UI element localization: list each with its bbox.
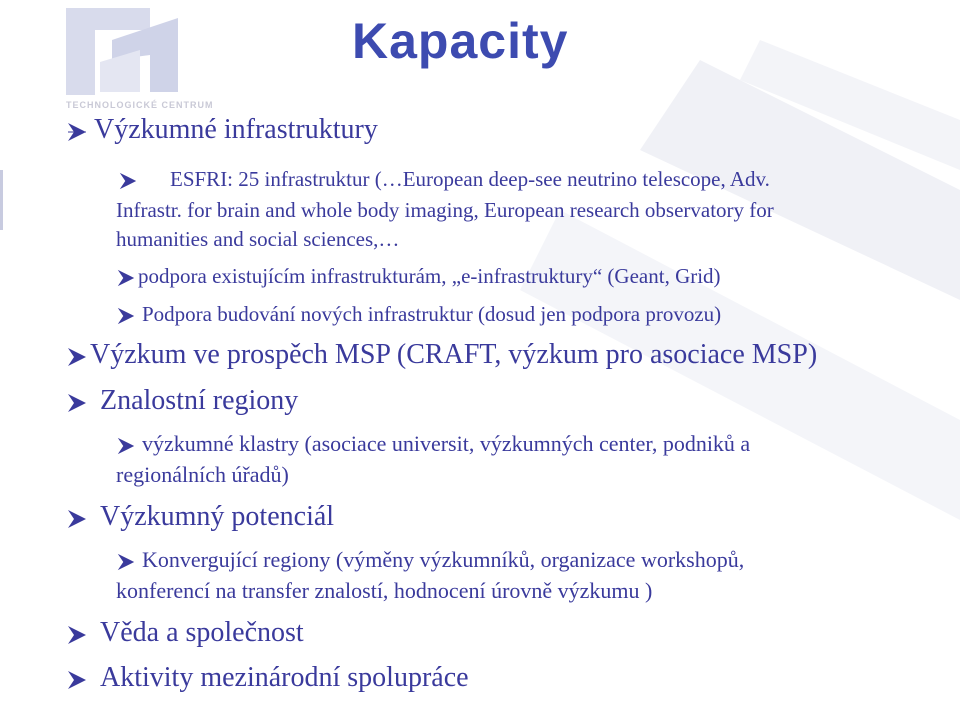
bullet-text: Výzkumný potenciál xyxy=(100,501,335,532)
arrow-bullet-icon xyxy=(66,501,88,533)
bullet-sme-research xyxy=(66,339,817,371)
bullet-convergence-regions xyxy=(116,547,744,573)
left-edge-line xyxy=(0,170,3,230)
arrow-bullet-icon xyxy=(66,339,88,371)
bullet-text: podpora existujícím infrastrukturám, „e-infrastruktury“ (Geant, Grid) xyxy=(138,264,721,288)
arrow-bullet-icon xyxy=(66,617,88,649)
bullet-convergence-regions-cont: konferencí na transfer znalostí, hodnocení úrovně výzkumu ) xyxy=(116,578,653,603)
bullet-research-clusters-cont: regionálních úřadů) xyxy=(116,462,289,487)
bullet-research-clusters xyxy=(116,431,750,457)
bullet-text: Konvergující regiony (výměny výzkumníků, organizace workshopů, xyxy=(142,547,745,572)
bullet-esfri-cont-2: humanities and social sciences,… xyxy=(116,227,400,251)
arrow-bullet-icon xyxy=(66,114,88,146)
arrow-bullet-icon xyxy=(116,547,136,573)
page-title: Kapacity xyxy=(352,13,569,69)
bullet-international-cooperation xyxy=(66,662,469,694)
bullet-research-potential xyxy=(66,501,334,533)
arrow-bullet-icon xyxy=(118,167,138,192)
bullet-text: Znalostní regiony xyxy=(100,385,299,416)
arrow-bullet-icon xyxy=(116,264,136,289)
bullet-support-new xyxy=(116,302,721,327)
bullet-text: Podpora budování nových infrastruktur (dosud jen podpora provozu) xyxy=(142,302,722,326)
logo-shape-center xyxy=(100,50,140,92)
bullet-text: výzkumné klastry (asociace universit, výzkumných center, podniků a xyxy=(142,431,751,456)
bullet-text: Aktivity mezinárodní spolupráce xyxy=(100,662,469,693)
bullet-science-society xyxy=(66,617,304,649)
bullet-research-infrastructures xyxy=(66,114,378,146)
bullet-text: ESFRI: 25 infrastruktur (…European deep-see neutrino telescope, Adv. xyxy=(170,167,770,191)
arrow-bullet-icon xyxy=(66,662,88,694)
arrow-bullet-icon xyxy=(66,385,88,417)
bullet-knowledge-regions xyxy=(66,385,298,417)
bullet-text: Výzkum ve prospěch MSP (CRAFT, výzkum pro asociace MSP) xyxy=(90,339,818,370)
bullet-text: Výzkumné infrastruktury xyxy=(94,114,378,145)
arrow-bullet-icon xyxy=(116,431,136,457)
logo-caption: TECHNOLOGICKÉ CENTRUM xyxy=(66,100,214,110)
bullet-text: Věda a společnost xyxy=(100,617,304,648)
bullet-support-existing xyxy=(116,264,721,289)
bullet-esfri xyxy=(118,167,770,192)
arrow-bullet-icon xyxy=(116,302,136,327)
bullet-esfri-cont-1: Infrastr. for brain and whole body imaging, European research observatory for xyxy=(116,198,774,222)
